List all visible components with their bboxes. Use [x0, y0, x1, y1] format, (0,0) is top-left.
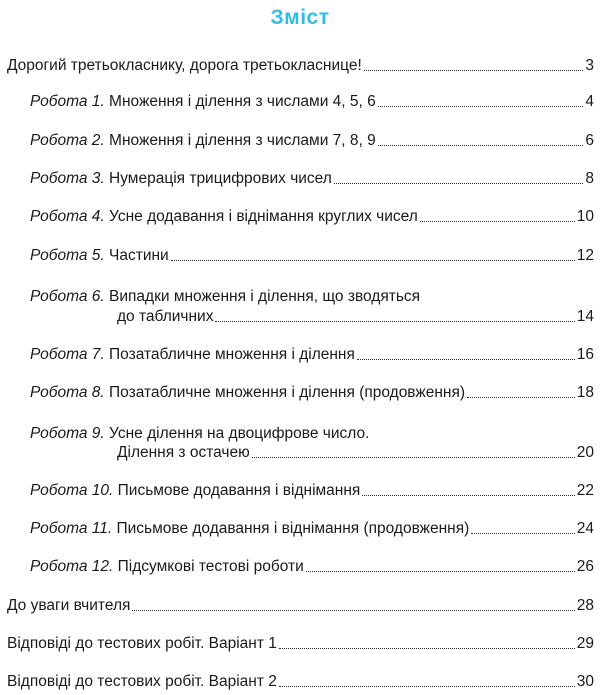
page-number: 24 — [576, 520, 594, 537]
dot-leader — [378, 145, 584, 146]
toc-entry[interactable] — [30, 558, 594, 576]
toc-entry-title: Позатабличне множення і ділення (продовження) — [109, 384, 466, 401]
dot-leader — [378, 106, 584, 107]
toc-entry[interactable] — [7, 635, 594, 653]
toc-entry[interactable] — [30, 384, 594, 402]
toc-entry-title: Випадки множення і ділення, що зводяться — [109, 288, 421, 305]
toc-entry-title: Усне ділення на двоцифрове число. — [109, 425, 370, 442]
page-number: 29 — [576, 635, 594, 652]
page-number: 30 — [576, 673, 594, 690]
page-number: 3 — [585, 57, 594, 74]
dot-leader — [306, 571, 575, 572]
page-number: 14 — [576, 308, 594, 325]
toc-entry[interactable] — [30, 170, 594, 188]
toc-entry[interactable] — [30, 93, 594, 111]
toc-entry-title: Множення і ділення з числами 4, 5, 6 — [109, 93, 376, 110]
page-number: 20 — [576, 444, 594, 461]
toc-entry[interactable] — [7, 673, 594, 691]
toc-entry[interactable] — [30, 208, 594, 226]
dot-leader — [357, 359, 575, 360]
page-number: 16 — [576, 346, 594, 363]
toc-entry-title: До уваги вчителя — [7, 597, 131, 614]
toc-entry-title: Усне додавання і віднімання круглих чисел — [109, 208, 418, 225]
dot-leader — [334, 183, 584, 184]
toc-entry-first-line[interactable] — [30, 288, 420, 306]
toc-entry[interactable] — [7, 57, 594, 75]
toc-entry-first-line[interactable] — [30, 425, 369, 443]
dot-leader — [132, 610, 574, 611]
page-number: 10 — [576, 208, 594, 225]
work-number: Робота 3. — [30, 170, 105, 187]
work-number: Робота 10. — [30, 482, 114, 499]
work-number: Робота 9. — [30, 425, 105, 442]
toc-entry[interactable] — [7, 597, 594, 615]
toc-entry[interactable] — [30, 132, 594, 150]
toc-entry-title: Дорогий третьокласнику, дорога третьокласнице! — [7, 57, 362, 74]
toc-entry[interactable] — [30, 520, 594, 538]
toc-entry-title: Підсумкові тестові роботи — [117, 558, 304, 575]
toc-entry-title: Множення і ділення з числами 7, 8, 9 — [109, 132, 376, 149]
dot-leader — [215, 321, 574, 322]
work-number: Робота 4. — [30, 208, 105, 225]
dot-leader — [471, 533, 574, 534]
dot-leader — [364, 70, 584, 71]
toc-entry-title-continued: Ділення з остачею — [117, 444, 250, 461]
toc-entry[interactable] — [117, 308, 594, 326]
dot-leader — [362, 495, 574, 496]
work-number: Робота 5. — [30, 247, 105, 264]
page-number: 6 — [585, 132, 594, 149]
toc-entry[interactable] — [30, 482, 594, 500]
work-number: Робота 8. — [30, 384, 105, 401]
dot-leader — [279, 648, 575, 649]
page-number: 12 — [576, 247, 594, 264]
toc-entry[interactable] — [30, 247, 594, 265]
work-number: Робота 1. — [30, 93, 105, 110]
work-number: Робота 2. — [30, 132, 105, 149]
toc-entry[interactable] — [30, 346, 594, 364]
toc-entry-title: Частини — [109, 247, 169, 264]
toc-entry-title: Відповіді до тестових робіт. Варіант 2 — [7, 673, 277, 690]
toc-entry-title-continued: до табличних — [117, 308, 214, 325]
toc-entry-title: Відповіді до тестових робіт. Варіант 1 — [7, 635, 277, 652]
page-number: 22 — [576, 482, 594, 499]
dot-leader — [279, 686, 575, 687]
toc-entry-title: Позатабличне множення і ділення — [109, 346, 355, 363]
page-number: 28 — [576, 597, 594, 614]
dot-leader — [252, 457, 575, 458]
dot-leader — [171, 260, 575, 261]
work-number: Робота 6. — [30, 288, 105, 305]
work-number: Робота 12. — [30, 558, 114, 575]
toc-entry-title: Нумерація трицифрових чисел — [109, 170, 332, 187]
work-number: Робота 11. — [30, 520, 113, 537]
page-title: Зміст — [270, 6, 330, 29]
page-number: 18 — [576, 384, 594, 401]
toc-entry[interactable] — [117, 444, 594, 462]
toc-entry-title: Письмове додавання і віднімання — [117, 482, 361, 499]
toc-entry-title: Письмове додавання і віднімання (продовження) — [116, 520, 470, 537]
page-number: 4 — [585, 93, 594, 110]
page-number: 26 — [576, 558, 594, 575]
work-number: Робота 7. — [30, 346, 105, 363]
dot-leader — [467, 397, 575, 398]
dot-leader — [420, 221, 575, 222]
page-number: 8 — [585, 170, 594, 187]
